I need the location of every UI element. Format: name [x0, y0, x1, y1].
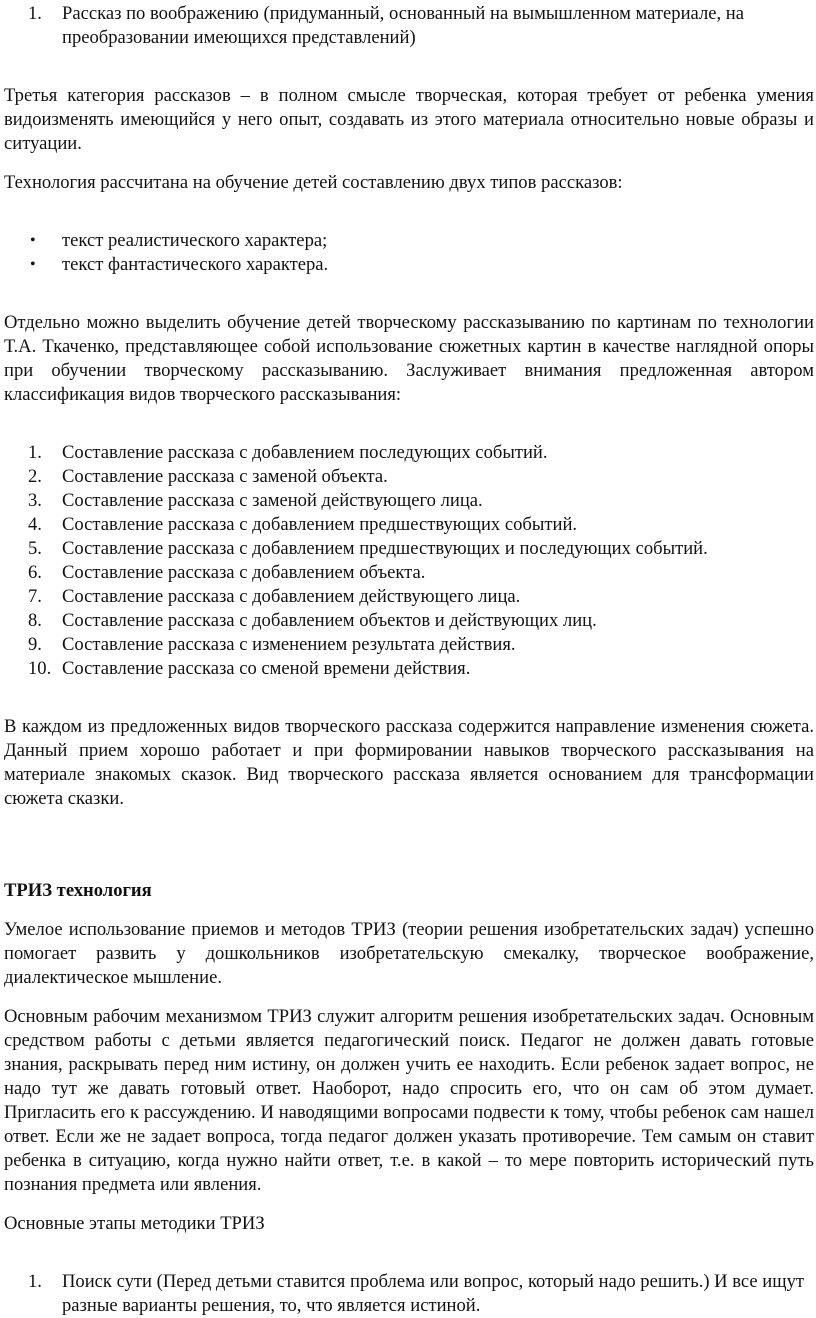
- paragraph: В каждом из предложенных видов творческого рассказа содержится направление изменения сюжета. Данный прием хорошо работает и при формировании навыков творческого рассказывания на материале знакомых сказок. Вид творческого рассказа является основанием для трансформации сюжета сказки.: [4, 716, 814, 809]
- list-item: [4, 441, 814, 465]
- list-item-text: Составление рассказа с добавлением действующего лица.: [62, 586, 521, 607]
- list-item: [4, 537, 814, 561]
- list-item-text: Составление рассказа с добавлением предшествующих событий.: [62, 514, 578, 535]
- list-item: [4, 633, 814, 657]
- paragraph: Основным рабочим механизмом ТРИЗ служит алгоритм решения изобретательских задач. Основным средством работы с детьми является педагогический поиск. Педагог не должен давать готовые знания, раскрывать перед ним истину, он должен учить ее находить. Если ребенок задает вопрос, не надо тут же давать готовый ответ. Наоборот, надо спросить его, что он сам об этом думает. Пригласить его к рассуждению. И наводящими вопросами подвести к тому, чтобы ребенок сам нашел ответ. Если же не задает вопроса, тогда педагог должен указать противоречие. Тем самым он ставит ребенка в ситуацию, когда нужно найти ответ, т.е. в какой – то мере повторить исторический путь познания предмета или явления.: [4, 1006, 814, 1195]
- list-number: 3.: [28, 490, 42, 511]
- list-number: 2.: [28, 466, 42, 487]
- list-item: [4, 229, 814, 253]
- list-item-text: Составление рассказа с заменой объекта.: [62, 466, 388, 487]
- list-item: [4, 609, 814, 633]
- bullet-icon: •: [30, 256, 36, 273]
- list-item: [4, 489, 814, 513]
- bullet-list: [4, 229, 814, 277]
- top-numbered-list: [4, 2, 814, 50]
- list-number: 1.: [28, 3, 42, 24]
- list-item-text: текст фантастического характера.: [62, 254, 329, 275]
- list-number: 1.: [28, 442, 42, 463]
- list-item: [4, 513, 814, 537]
- list-item: [4, 253, 814, 277]
- list-number: 4.: [28, 514, 42, 535]
- list-item-text: Составление рассказа с добавлением последующих событий.: [62, 442, 548, 463]
- paragraph: Отдельно можно выделить обучение детей творческому рассказыванию по картинам по технологии Т.А. Ткаченко, представляющее собой использование сюжетных картин в качестве наглядной опоры при обучении творческому рассказыванию. Заслуживает внимания предложенная автором классификация видов творческого рассказывания:: [4, 312, 814, 405]
- list-item-text: Составление рассказа с заменой действующего лица.: [62, 490, 483, 511]
- list-item-text: текст реалистического характера;: [62, 230, 328, 251]
- document-page: [4, 2, 814, 1318]
- list-item: [4, 561, 814, 585]
- paragraph: Основные этапы методики ТРИЗ: [4, 1213, 265, 1234]
- paragraph: Технология рассчитана на обучение детей составлению двух типов рассказов:: [4, 172, 623, 193]
- list-item-text: Составление рассказа с добавлением объектов и действующих лиц.: [62, 610, 597, 631]
- list-number: 6.: [28, 562, 42, 583]
- list-item-text: Составление рассказа с изменением результата действия.: [62, 634, 516, 655]
- creative-story-types-list: [4, 441, 814, 681]
- list-item: [4, 465, 814, 489]
- section-heading: ТРИЗ технология: [4, 880, 152, 901]
- list-item: [4, 2, 814, 50]
- list-number: 1.: [28, 1271, 42, 1292]
- triz-stages-list: [4, 1270, 814, 1318]
- list-item-text: Составление рассказа со сменой времени действия.: [62, 658, 471, 679]
- list-item: [4, 657, 814, 681]
- list-item: [4, 1270, 814, 1318]
- list-number: 10.: [28, 658, 52, 679]
- list-item-text: Составление рассказа с добавлением предшествующих и последующих событий.: [62, 538, 708, 559]
- paragraph: Умелое использование приемов и методов ТРИЗ (теории решения изобретательских задач) успешно помогает развить у дошкольников изобретательскую смекалку, творческое воображение, диалектическое мышление.: [4, 919, 814, 988]
- list-number: 7.: [28, 586, 42, 607]
- list-item: [4, 585, 814, 609]
- list-number: 9.: [28, 634, 42, 655]
- list-item-text: Рассказ по воображению (придуманный, основанный на вымышленном материале, на преобразовании имеющихся представлений): [62, 3, 744, 48]
- list-number: 8.: [28, 610, 42, 631]
- bullet-icon: •: [30, 232, 36, 249]
- paragraph: Третья категория рассказов – в полном смысле творческая, которая требует от ребенка умения видоизменять имеющийся у него опыт, создавать из этого материала относительно новые образы и ситуации.: [4, 85, 814, 154]
- list-item-text: Составление рассказа с добавлением объекта.: [62, 562, 426, 583]
- list-number: 5.: [28, 538, 42, 559]
- list-item-text: Поиск сути (Перед детьми ставится проблема или вопрос, который надо решить.) И все ищут разные варианты решения, то, что является истиной.: [62, 1271, 804, 1316]
